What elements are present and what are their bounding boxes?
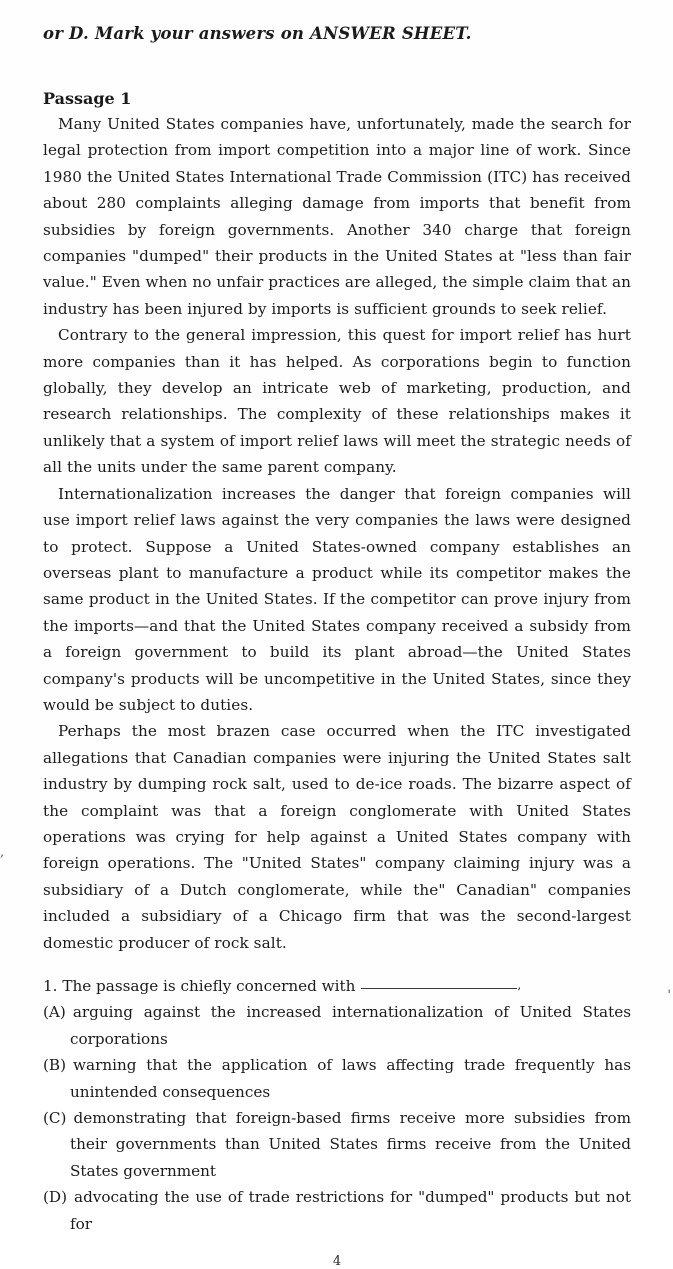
- passage-paragraph-2: Contrary to the general impression, this quest for import relief has hurt more companies than it has helped. As corporations begin to function globally, they develop an intricate web of marketing, production, and research relationships. The complexity of these relationships makes it unlikely that a system of import relief laws will meet the strategic needs of all the units under the same parent company.: [43, 326, 631, 477]
- question-number: 1.: [43, 977, 58, 995]
- option-d-label: (D): [43, 1188, 68, 1207]
- question-stem-line: [43, 972, 631, 999]
- passage-paragraph-1: Many United States companies have, unfortunately, made the search for legal protection from import competition into a major line of work. Since 1980 the United States International Trade Commission (ITC) has received about 280 complaints alleging damage from imports that benefit from subsidies by foreign governments. Another 340 charge that foreign companies "dumped" their products in the United States at "less than fair value." Even when no unfair practices are alleged, the simple claim that an industry has been injured by imports is sufficient grounds to seek relief.: [43, 115, 631, 318]
- passage-title: Passage 1: [43, 89, 132, 108]
- scan-speck-right: ': [667, 988, 671, 1003]
- question-1: [43, 972, 631, 1237]
- option-a: [43, 999, 631, 1052]
- scan-speck-left: ,: [0, 845, 5, 860]
- instructions-note: or D. Mark your answers on ANSWER SHEET.: [43, 24, 472, 43]
- option-c: [43, 1105, 631, 1184]
- option-a-text: arguing against the increased internationalization of United States corporations: [70, 1003, 631, 1048]
- option-b-label: (B): [43, 1056, 67, 1075]
- answer-blank: [361, 987, 517, 989]
- page-number: 4: [332, 1254, 342, 1269]
- question-stem: The passage is chiefly concerned with: [62, 977, 356, 995]
- passage-paragraph-3: Internationalization increases the danger that foreign companies will use import relief laws against the very companies the laws were designed to protect. Suppose a United States-owned company establishes an overseas plant to manufacture a product while its competitor makes the same product in the United States. If the competitor can prove injury from the imports—and that the United States company received a subsidy from a foreign government to build its plant abroad—the United States company's products will be uncompetitive in the United States, since they would be subject to duties.: [43, 484, 631, 714]
- option-d: [43, 1184, 631, 1237]
- option-b-text: warning that the application of laws affecting trade frequently has unintended consequences: [70, 1056, 631, 1101]
- option-a-label: (A): [43, 1003, 66, 1022]
- option-d-text: advocating the use of trade restrictions for "dumped" products but not for: [70, 1188, 631, 1233]
- blank-trailing-mark: ,: [517, 978, 522, 992]
- option-c-label: (C): [43, 1109, 67, 1128]
- passage-paragraph-4: Perhaps the most brazen case occurred when the ITC investigated allegations that Canadian companies were injuring the United States salt industry by dumping rock salt, used to de-ice roads. The bizarre aspect of the complaint was that a foreign conglomerate with United States operations was crying for help against a United States company with foreign operations. The "United States" company claiming injury was a subsidiary of a Dutch conglomerate, while the" Canadian" companies included a subsidiary of a Chicago firm that was the second-largest domestic producer of rock salt.: [43, 722, 631, 952]
- option-c-text: demonstrating that foreign-based firms receive more subsidies from their governments than United States firms receive from the United States government: [70, 1109, 631, 1180]
- option-b: [43, 1052, 631, 1105]
